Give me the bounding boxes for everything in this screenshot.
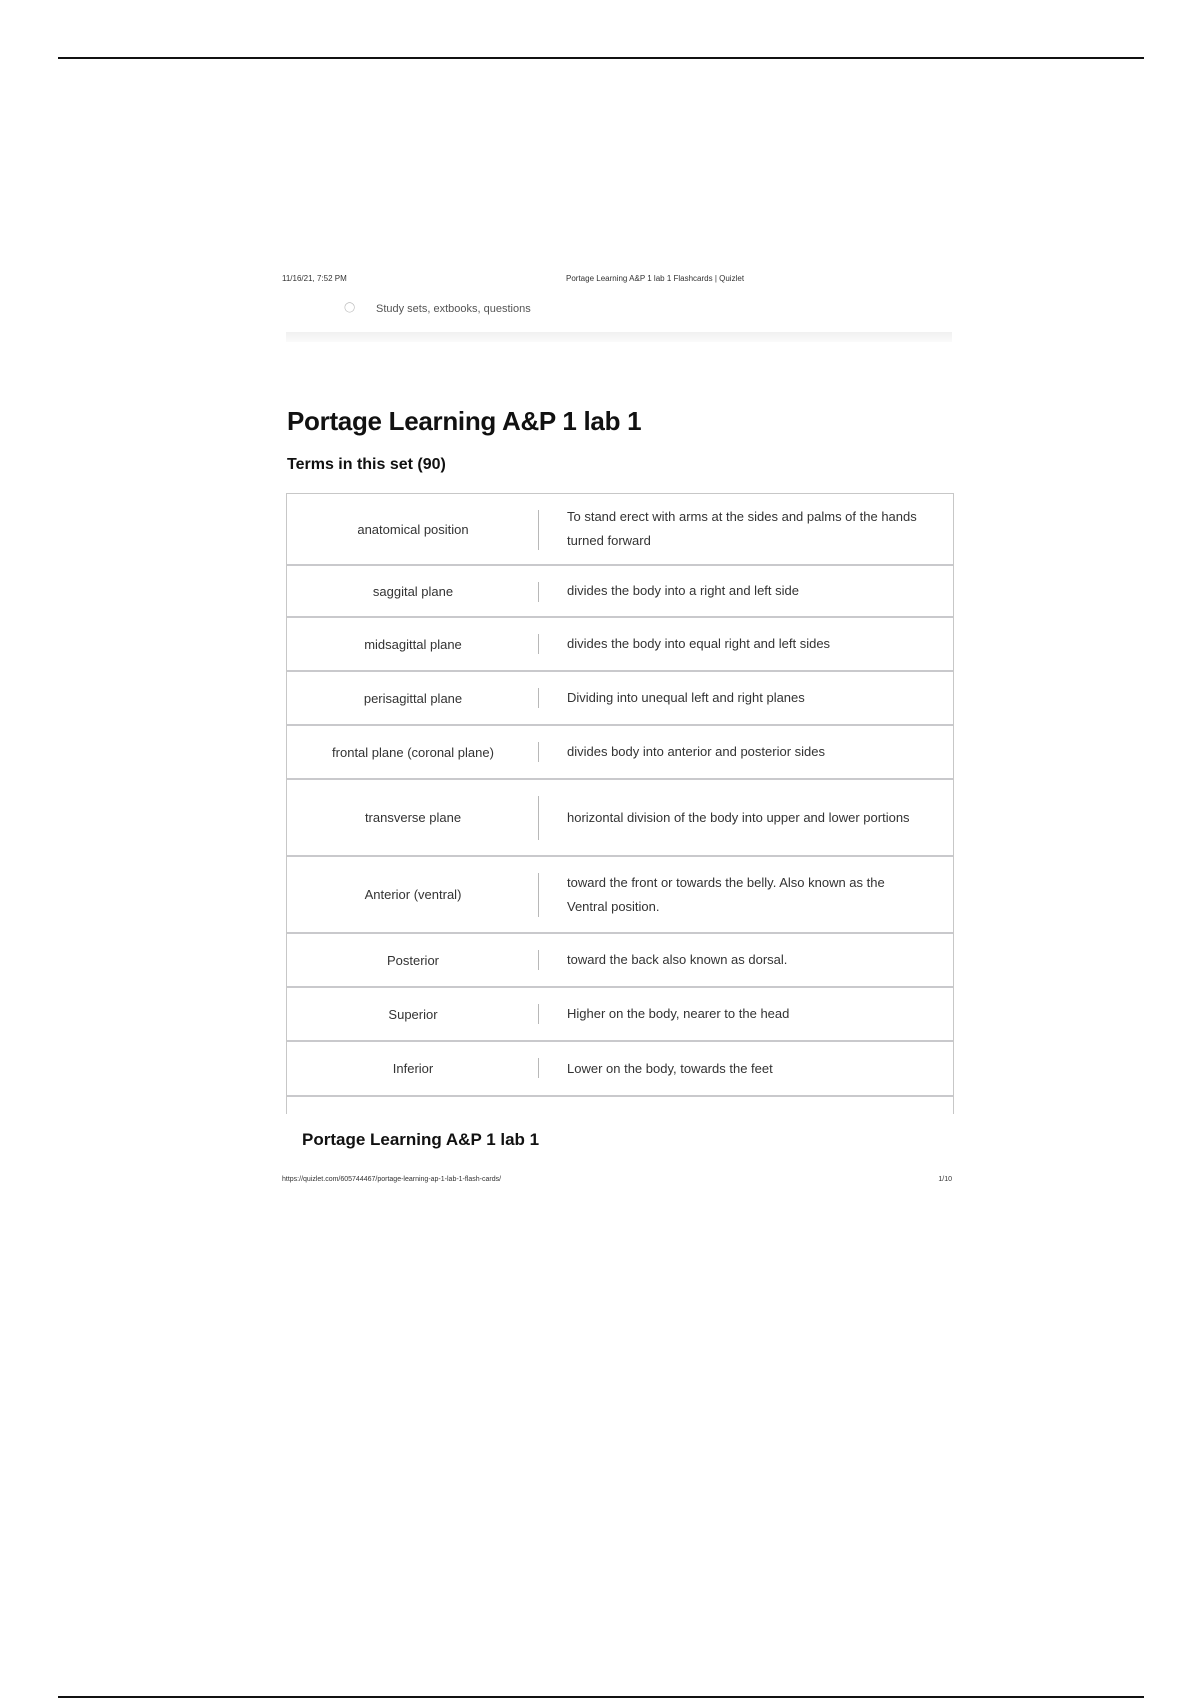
print-header — [282, 274, 942, 288]
row-divider — [538, 873, 539, 917]
row-divider — [538, 634, 539, 654]
print-document-title: Portage Learning A&P 1 lab 1 Flashcards | Quizlet — [566, 274, 745, 283]
bottom-rule — [58, 1696, 1144, 1698]
term-row[interactable] — [287, 857, 953, 934]
search-bar[interactable] — [286, 300, 952, 324]
term-row[interactable] — [287, 494, 953, 566]
definition-text: Higher on the body, nearer to the head — [567, 1006, 790, 1021]
search-icon: ◯ — [344, 302, 356, 313]
term-text: Posterior — [386, 952, 440, 968]
page-url: https://quizlet.com/605744467/portage-learning-ap-1-lab-1-flash-cards/ — [282, 1176, 502, 1183]
row-divider — [538, 688, 539, 708]
row-divider — [538, 1004, 539, 1024]
row-divider — [538, 742, 539, 762]
header-divider — [286, 332, 952, 342]
term-text: Anterior (ventral) — [364, 887, 462, 902]
term-text: midsagittal plane — [364, 636, 462, 652]
term-row[interactable] — [287, 618, 953, 672]
definition-text: divides body into anterior and posterior sides — [567, 744, 825, 759]
term-text: Inferior — [392, 1061, 434, 1076]
term-row[interactable] — [287, 934, 953, 988]
document-page — [256, 262, 974, 1198]
row-divider — [538, 796, 539, 840]
term-text: anatomical position — [357, 521, 469, 537]
row-divider — [538, 950, 539, 970]
row-divider — [538, 1058, 539, 1078]
definition-text: To stand erect with arms at the sides and palms of the hands turned forward — [567, 509, 917, 548]
term-row[interactable] — [287, 672, 953, 726]
term-row[interactable] — [287, 780, 953, 857]
definition-text: divides the body into a right and left side — [567, 583, 799, 598]
term-text: perisagittal plane — [363, 690, 463, 706]
term-row[interactable] — [287, 566, 953, 618]
term-row[interactable] — [287, 726, 953, 780]
definition-text: Dividing into unequal left and right planes — [567, 690, 805, 705]
page-title: Portage Learning A&P 1 lab 1 — [287, 406, 642, 436]
search-input[interactable]: Study sets, extbooks, questions — [376, 303, 531, 315]
definition-text: toward the front or towards the belly. Also known as the Ventral position. — [567, 874, 885, 914]
term-row[interactable] — [287, 1042, 953, 1097]
row-divider — [538, 510, 539, 550]
term-text: transverse plane — [364, 810, 462, 825]
definition-text: toward the back also known as dorsal. — [567, 952, 788, 967]
footer-set-title: Portage Learning A&P 1 lab 1 — [302, 1130, 540, 1149]
page-number: 1/10 — [938, 1176, 952, 1183]
term-text: frontal plane (coronal plane) — [332, 744, 494, 760]
print-footer — [282, 1176, 952, 1188]
print-datetime: 11/16/21, 7:52 PM — [282, 274, 347, 283]
definition-text: horizontal division of the body into upper and lower portions — [567, 809, 910, 825]
terms-table — [286, 493, 954, 1114]
term-text: saggital plane — [372, 583, 454, 599]
definition-text: divides the body into equal right and left sides — [567, 636, 831, 651]
top-rule — [58, 57, 1144, 59]
term-text: Superior — [388, 1006, 438, 1022]
row-divider — [538, 582, 539, 602]
definition-text: Lower on the body, towards the feet — [567, 1060, 773, 1076]
term-row[interactable] — [287, 988, 953, 1042]
terms-heading: Terms in this set (90) — [287, 456, 446, 473]
